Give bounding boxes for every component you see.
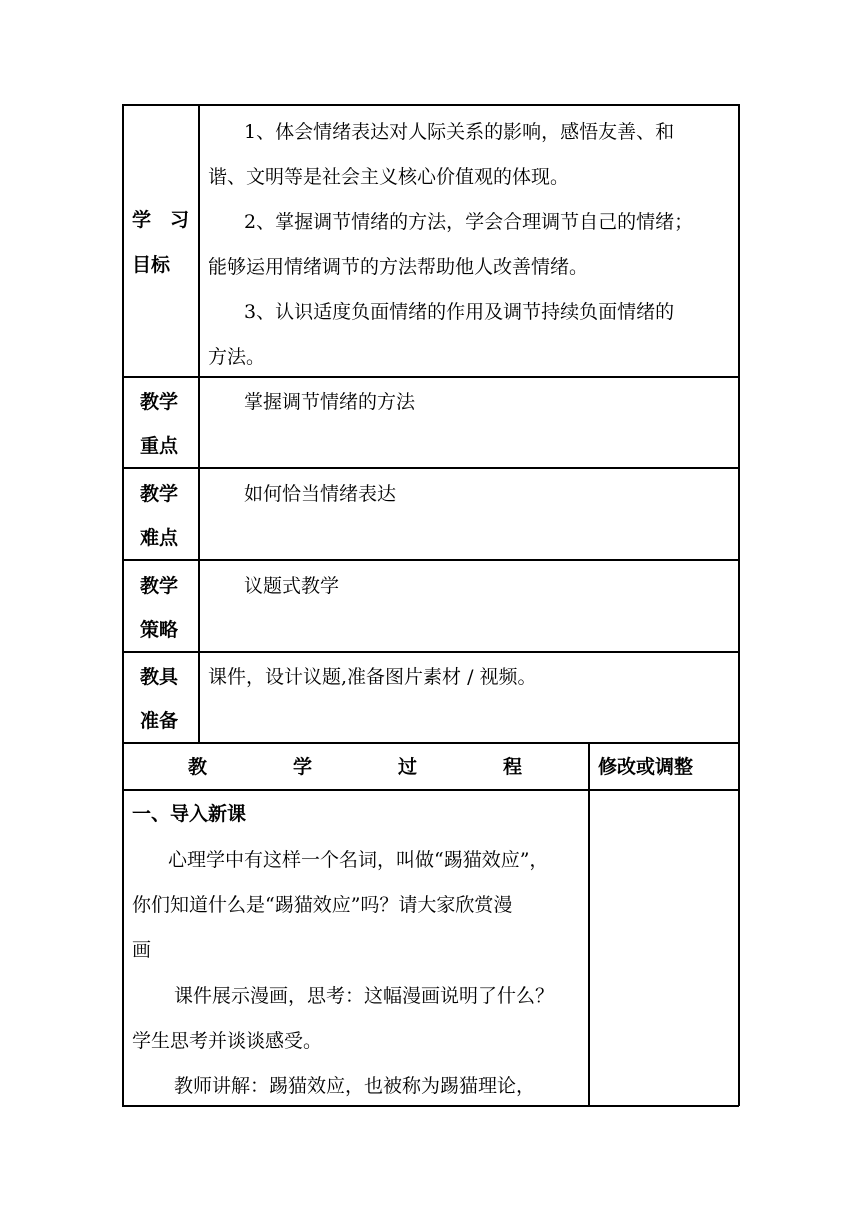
process-line: 课件展示漫画，思考：这幅漫画说明了什么？ xyxy=(174,985,555,1007)
table-border-top xyxy=(122,104,739,106)
difficulty-label-line2: 难点 xyxy=(140,527,179,549)
objective-line: 2、掌握调节情绪的方法，学会合理调节自己的情绪； xyxy=(244,211,694,233)
revise-column-divider xyxy=(588,742,590,1106)
row-divider xyxy=(122,742,739,744)
row-divider xyxy=(122,559,739,561)
objective-line: 谐、文明等是社会主义核心价值观的体现。 xyxy=(208,166,570,188)
difficulty-content: 如何恰当情绪表达 xyxy=(244,483,397,505)
process-header-char: 学 xyxy=(293,756,313,778)
process-line: 学生思考并谈谈感受。 xyxy=(132,1030,323,1052)
materials-label-line1: 教具 xyxy=(140,666,179,688)
label-column-divider xyxy=(198,104,200,743)
key-point-content: 掌握调节情绪的方法 xyxy=(244,391,416,413)
process-header-char: 程 xyxy=(503,756,523,778)
objectives-label-line2: 目标 xyxy=(132,254,171,276)
key-point-label-line2: 重点 xyxy=(140,435,179,457)
key-point-label-line1: 教学 xyxy=(140,391,179,413)
objective-line: 能够运用情绪调节的方法帮助他人改善情绪。 xyxy=(208,256,589,278)
strategy-content: 议题式教学 xyxy=(244,575,340,597)
row-divider xyxy=(122,789,739,791)
process-header-char: 过 xyxy=(398,756,418,778)
row-divider xyxy=(122,376,739,378)
objective-line: 3、认识适度负面情绪的作用及调节持续负面情绪的 xyxy=(244,301,675,323)
process-line: 教师讲解：踢猫效应，也被称为踢猫理论， xyxy=(174,1075,536,1097)
difficulty-label-line1: 教学 xyxy=(140,483,179,505)
process-line: 你们知道什么是“踢猫效应”吗？请大家欣赏漫 xyxy=(132,894,513,916)
strategy-label-line2: 策略 xyxy=(140,619,179,641)
materials-label-line2: 准备 xyxy=(140,710,179,732)
row-divider xyxy=(122,651,739,653)
objectives-label-line1: 学 习 xyxy=(132,209,190,231)
materials-content: 课件，设计议题,准备图片素材 / 视频。 xyxy=(208,666,537,688)
process-header-char: 教 xyxy=(188,756,208,778)
row-divider xyxy=(122,467,739,469)
table-border-bottom xyxy=(122,1105,739,1107)
process-line: 心理学中有这样一个名词，叫做“踢猫效应”， xyxy=(168,849,549,871)
revise-header: 修改或调整 xyxy=(598,756,694,778)
strategy-label-line1: 教学 xyxy=(140,575,179,597)
objective-line: 方法。 xyxy=(208,346,266,368)
process-line: 画 xyxy=(132,939,152,961)
section-title: 一、导入新课 xyxy=(132,803,247,825)
table-border-left xyxy=(122,104,124,1106)
table-border-right xyxy=(738,104,740,1106)
objective-line: 1、体会情绪表达对人际关系的影响，感悟友善、和 xyxy=(244,121,675,143)
